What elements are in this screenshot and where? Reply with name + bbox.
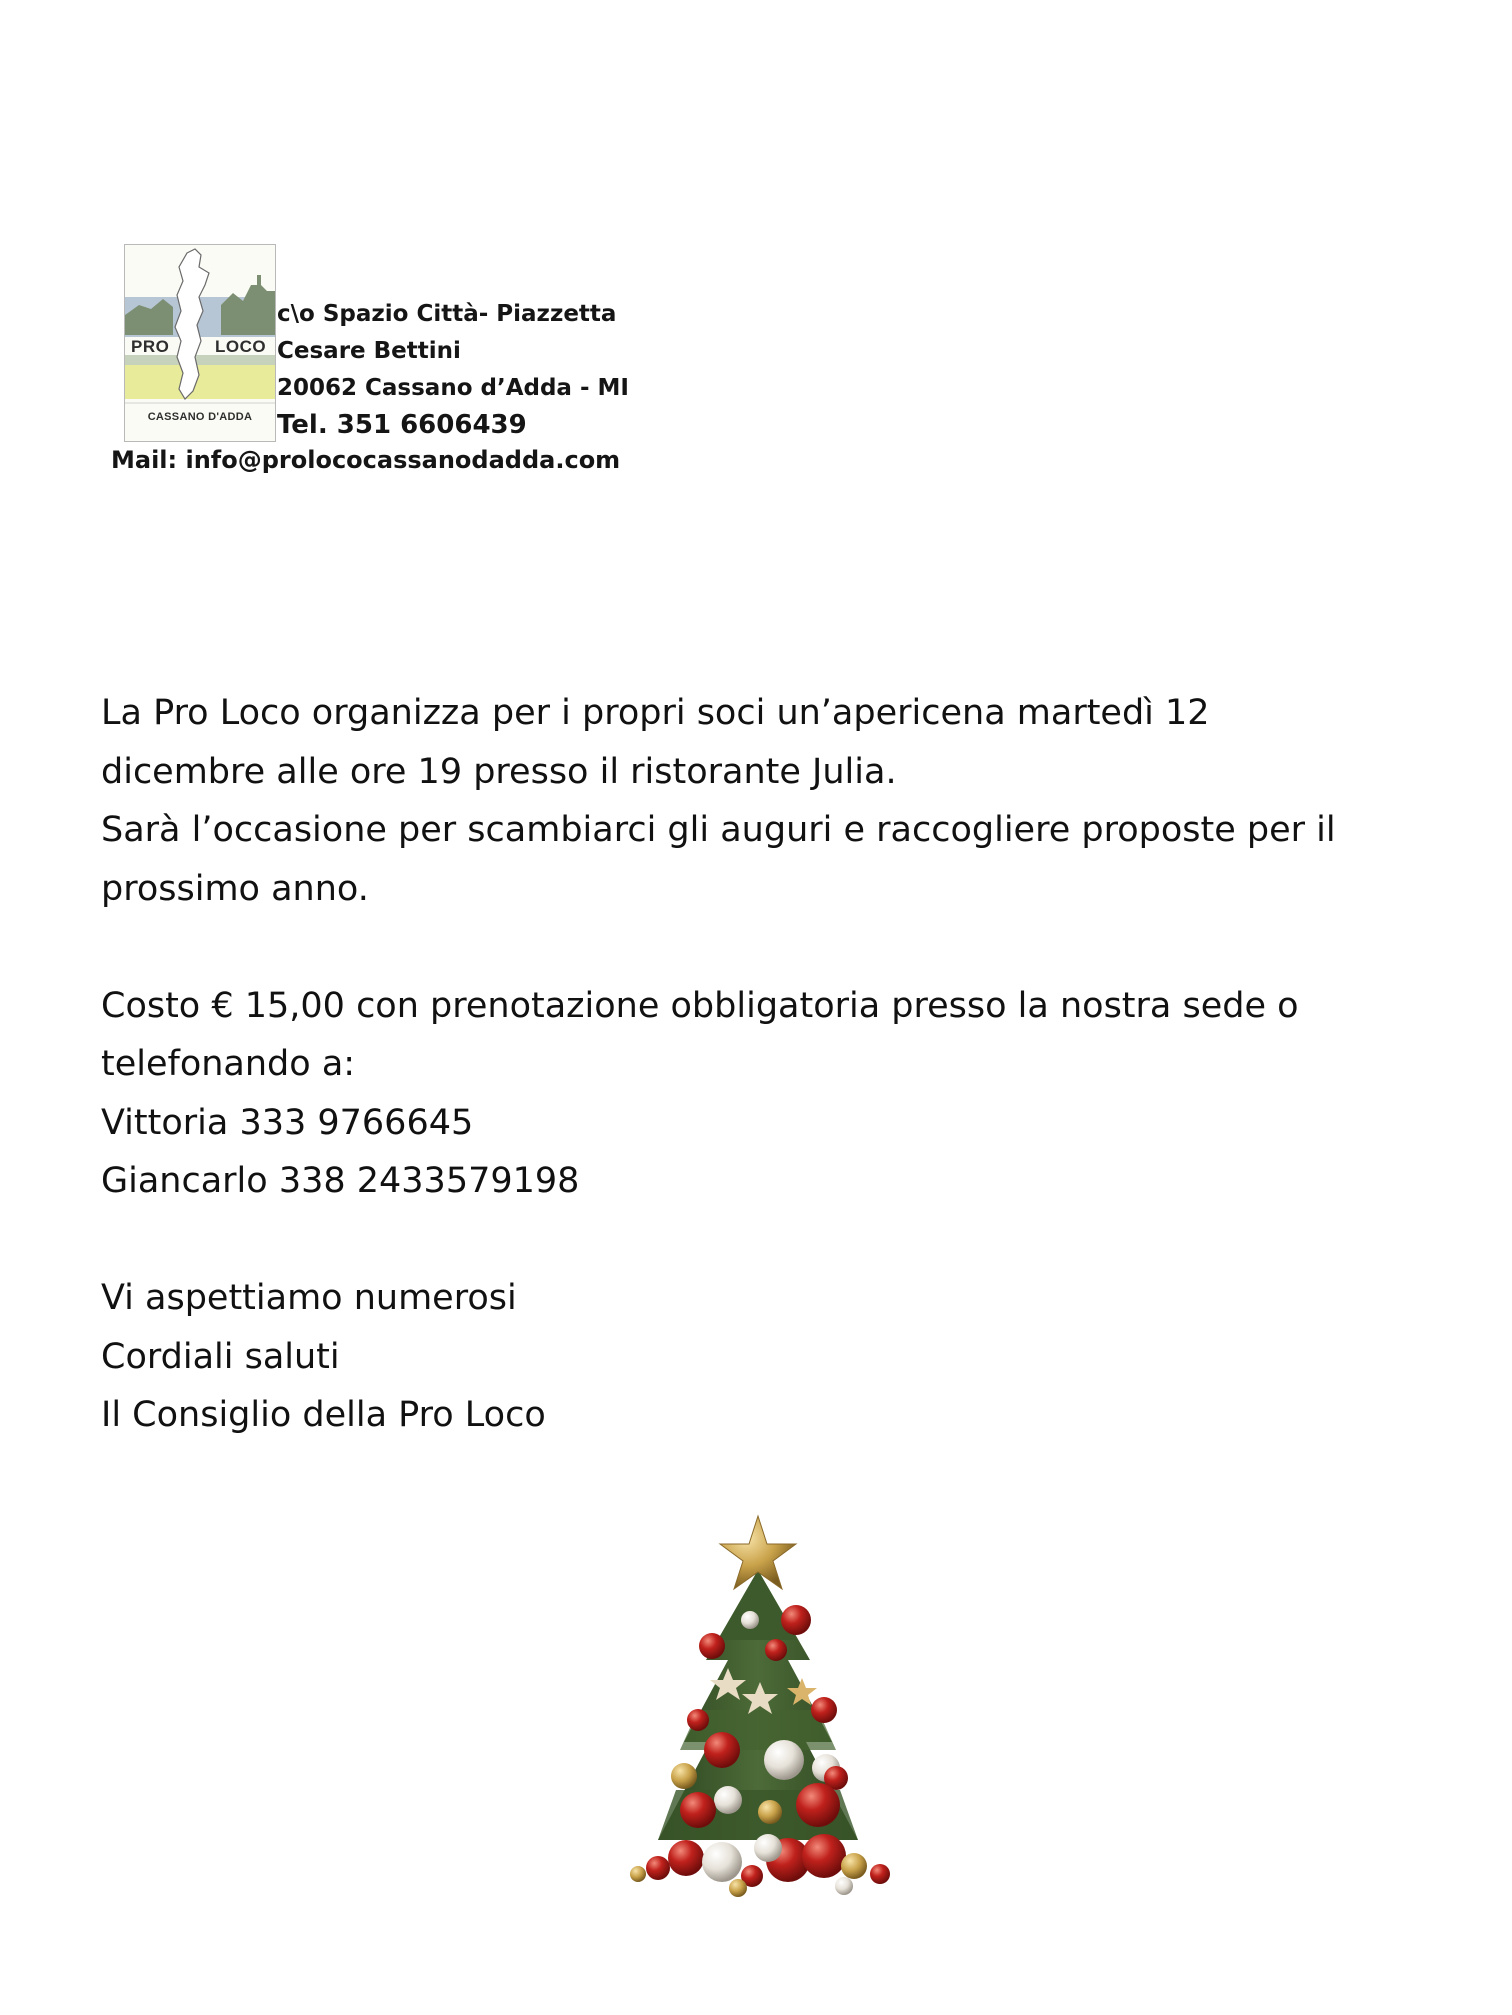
letter-body: [101, 684, 1401, 1445]
logo-word-loco: LOCO: [215, 337, 267, 356]
letterhead-mail: Mail: info@prolococassanodadda.com: [111, 446, 621, 474]
letterhead-phone: Tel. 351 6606439: [277, 410, 527, 440]
closing-line: Cordiali saluti: [101, 1336, 340, 1377]
paragraph-gap: [101, 918, 1401, 977]
christmas-tree-icon: [588, 1510, 928, 1900]
signature-line: Il Consiglio della Pro Loco: [101, 1395, 546, 1435]
logo-town-name: CASSANO D'ADDA: [147, 411, 253, 423]
paragraph-gap: [101, 1211, 1401, 1270]
logo-word-pro: PRO: [131, 337, 170, 356]
paragraph-1-line: La Pro Loco organizza per i propri soci un’apericena martedì 12: [101, 693, 1210, 733]
letterhead-address: [277, 296, 629, 444]
address-line-2: Cesare Bettini: [277, 338, 461, 364]
paragraph-1-line: prossimo anno.: [101, 868, 369, 909]
address-line-1: c\o Spazio Città- Piazzetta: [277, 301, 617, 327]
address-line-3: 20062 Cassano d’Adda - MI: [277, 375, 629, 401]
contact-vittoria: Vittoria 333 9766645: [101, 1102, 474, 1143]
contact-giancarlo: Giancarlo 338 2433579198: [101, 1161, 580, 1201]
pro-loco-logo: [124, 244, 276, 442]
paragraph-1-line: dicembre alle ore 19 presso il ristorante Julia.: [101, 751, 897, 792]
paragraph-1-line: Sarà l’occasione per scambiarci gli auguri e raccogliere proposte per il: [101, 810, 1336, 850]
paragraph-2-line: Costo € 15,00 con prenotazione obbligatoria presso la nostra sede o: [101, 985, 1299, 1026]
paragraph-2-line: telefonando a:: [101, 1044, 356, 1084]
closing-line: Vi aspettiamo numerosi: [101, 1278, 517, 1318]
